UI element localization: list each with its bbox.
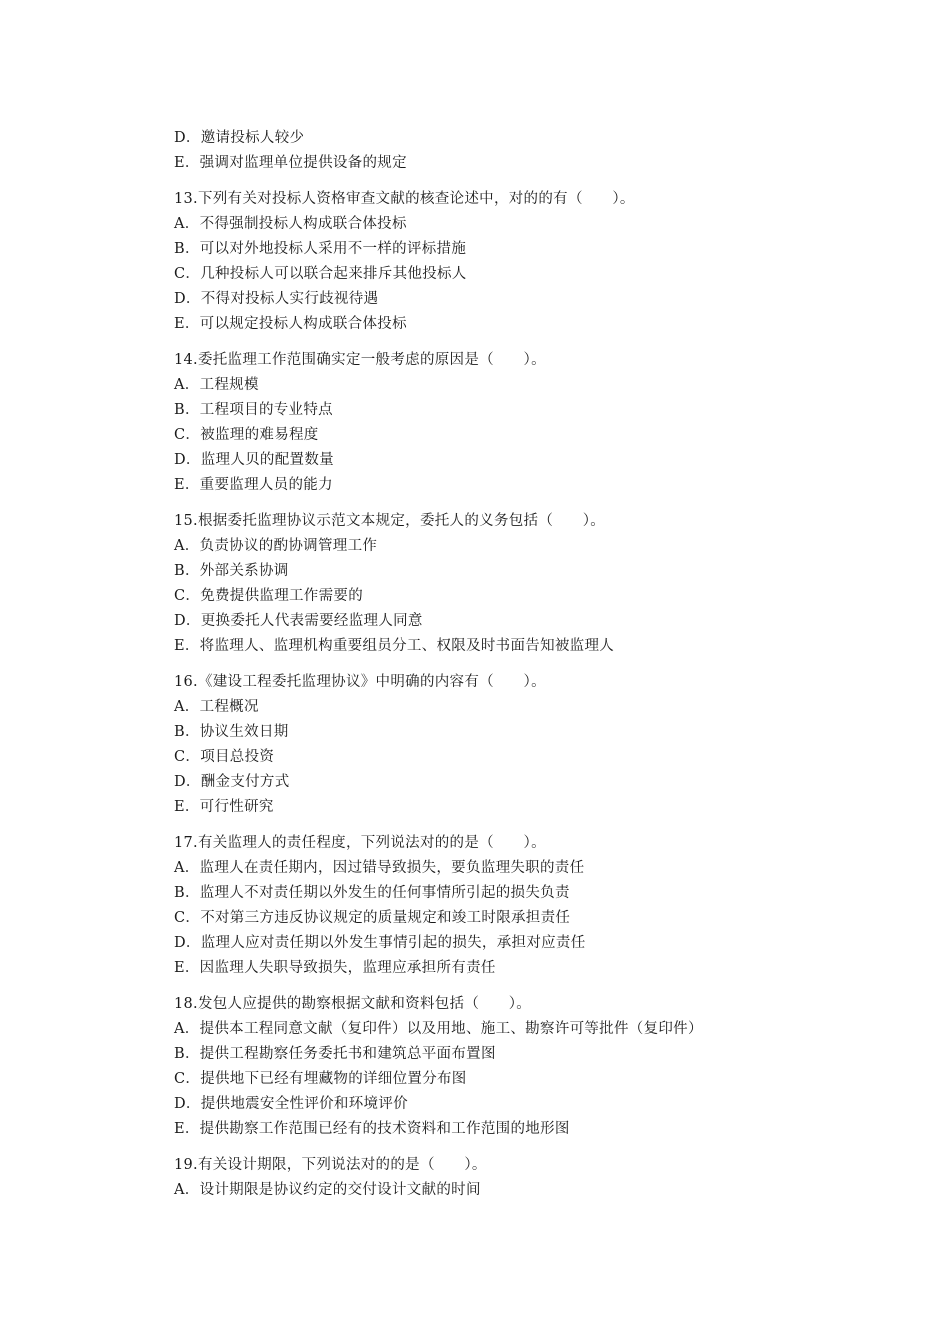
option-line: B．工程项目的专业特点 [174,402,333,418]
option-line: D．监理人贝的配置数量 [174,452,334,468]
option-line: E．强调对监理单位提供设备的规定 [174,155,407,171]
option-line: B．外部关系协调 [174,563,289,579]
option-line: A．提供本工程同意文献（复印件）以及用地、施工、勘察许可等批件（复印件） [174,1021,703,1037]
option-line: C．项目总投资 [174,749,275,765]
option-line: A．设计期限是协议约定的交付设计文献的时间 [174,1182,481,1198]
option-line: A．工程规模 [174,377,259,393]
option-line: C．免费提供监理工作需要的 [174,588,363,604]
question-stem: 15.根据委托监理协议示范文本规定，委托人的义务包括（ ）。 [174,513,606,529]
question-14 [174,348,874,498]
question-stem: 17.有关监理人的责任程度，下列说法对的的是（ ）。 [174,835,546,851]
option-line: E．可以规定投标人构成联合体投标 [174,316,407,332]
option-line: D．提供地震安全性评价和环境评价 [174,1096,408,1112]
question-19 [174,1153,874,1203]
question-stem: 13.下列有关对投标人资格审查文献的核查论述中，对的的有（ ）。 [174,191,635,207]
option-line: B．协议生效日期 [174,724,289,740]
question-17 [174,831,874,981]
option-line: A．监理人在责任期内，因过错导致损失，要负监理失职的责任 [174,860,585,876]
option-line: E．可行性研究 [174,799,274,815]
option-line: E．重要监理人员的能力 [174,477,333,493]
option-line: B．提供工程勘察任务委托书和建筑总平面布置图 [174,1046,496,1062]
question-16 [174,670,874,820]
option-line: D．邀请投标人较少 [174,130,305,146]
option-line: C．不对第三方违反协议规定的质量规定和竣工时限承担责任 [174,910,571,926]
option-line: E．将监理人、监理机构重要组员分工、权限及时书面告知被监理人 [174,638,615,654]
option-line: B．监理人不对责任期以外发生的任何事情所引起的损失负责 [174,885,570,901]
option-line: C．被监理的难易程度 [174,427,319,443]
option-line: A．不得强制投标人构成联合体投标 [174,216,407,232]
option-line: E．因监理人失职导致损失，监理应承担所有责任 [174,960,496,976]
option-line: C．提供地下已经有埋藏物的详细位置分布图 [174,1071,467,1087]
question-13 [174,187,874,337]
question-stem: 18.发包人应提供的勘察根据文献和资料包括（ ）。 [174,996,532,1012]
option-line: A．负责协议的酌协调管理工作 [174,538,378,554]
option-line: C．几种投标人可以联合起来排斥其他投标人 [174,266,467,282]
question-18 [174,992,874,1142]
question-stem: 14.委托监理工作范围确实定一般考虑的原因是（ ）。 [174,352,546,368]
question-stem: 19.有关设计期限，下列说法对的的是（ ）。 [174,1157,487,1173]
option-line: D．监理人应对责任期以外发生事情引起的损失，承担对应责任 [174,935,586,951]
option-line: D．酬金支付方式 [174,774,290,790]
document-page [174,126,874,1203]
option-line: B．可以对外地投标人采用不一样的评标措施 [174,241,467,257]
option-line: A．工程概况 [174,699,259,715]
question-stem: 16.《建设工程委托监理协议》中明确的内容有（ ）。 [174,674,546,690]
option-line: D．不得对投标人实行歧视待遇 [174,291,379,307]
option-line: D．更换委托人代表需要经监理人同意 [174,613,423,629]
question-15 [174,509,874,659]
question-fragment [174,126,874,176]
option-line: E．提供勘察工作范围已经有的技术资料和工作范围的地形图 [174,1121,570,1137]
